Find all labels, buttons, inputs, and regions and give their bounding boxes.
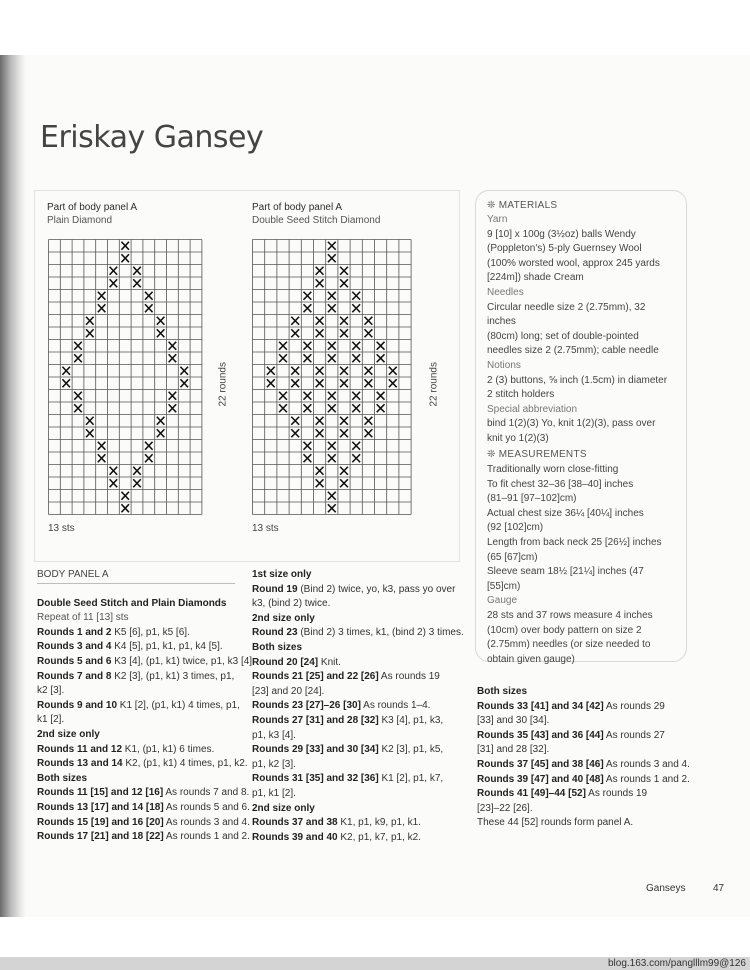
purl-stitch-mark [279,354,287,362]
materials-line: 28 sts and 37 rows measure 4 inches [487,609,653,621]
purl-stitch-mark [145,442,153,450]
purl-stitch-mark [74,392,82,400]
purl-stitch-mark [316,429,324,437]
purl-stitch-mark [364,317,372,325]
book-spine-shadow [0,55,26,917]
instruction-line: Rounds 27 [31] and 28 [32] K3 [4], p1, k3, [252,714,444,726]
instruction-line: 1st size only [252,569,312,580]
materials-subheading: Gauge [487,595,518,607]
purl-stitch-mark [352,442,360,450]
purl-stitch-mark [279,342,287,350]
purl-stitch-mark [352,292,360,300]
purl-stitch-mark [328,242,336,250]
materials-line: Length from back neck 25 [26½] inches [487,536,662,548]
purl-stitch-mark [291,429,299,437]
footer-page-number: 47 [713,883,725,894]
instruction-line: [23]–22 [26]. [477,802,533,814]
purl-stitch-mark [110,479,118,487]
instruction-line: k3, (bind 2) twice. [252,598,331,610]
instruction-line: Both sizes [252,641,303,653]
purl-stitch-mark [316,267,324,275]
purl-stitch-mark [145,454,153,462]
chart-2-rounds-label: 22 rounds [428,362,440,407]
chart-2-title: Part of body panel A [252,202,343,213]
purl-stitch-mark [133,479,141,487]
purl-stitch-mark [291,317,299,325]
materials-heading [487,200,557,211]
purl-stitch-mark [364,329,372,337]
purl-stitch-mark [328,504,336,512]
purl-stitch-mark [328,292,336,300]
purl-stitch-mark [377,342,385,350]
purl-stitch-mark [303,354,311,362]
instruction-line: p1, k1 [2]. [252,787,296,799]
purl-stitch-mark [145,304,153,312]
purl-stitch-mark [340,329,348,337]
materials-line: (100% worsted wool, approx 245 yards [487,257,660,269]
instruction-line: Rounds 11 [15] and 12 [16] As rounds 7 and 8. [37,787,250,799]
instruction-line: Round 19 (Bind 2) twice, yo, k3, pass yo over [252,583,456,595]
page-title: Eriskay Gansey [40,120,264,155]
purl-stitch-mark [340,467,348,475]
materials-line: (Poppleton's) 5-ply Guernsey Wool [487,243,642,255]
purl-stitch-mark [110,267,118,275]
instruction-line: Rounds 13 [17] and 14 [18] As rounds 5 and 6. [37,801,250,813]
purl-stitch-mark [316,479,324,487]
instruction-line: k2 [3]. [37,685,65,697]
instruction-line: Rounds 17 [21] and 18 [22] As rounds 1 and 2. [37,831,250,843]
purl-stitch-mark [169,392,177,400]
purl-stitch-mark [121,492,129,500]
instruction-line: Rounds 37 [45] and 38 [46] As rounds 3 and 4. [477,758,690,770]
purl-stitch-mark [352,454,360,462]
instruction-line: Rounds 29 [33] and 30 [34] K2 [3], p1, k5, [252,744,444,756]
instruction-line: Rounds 7 and 8 K2 [3], (p1, k1) 3 times, p1, [37,670,235,682]
watermark-text: blog.163.com/panglllm99@126 [607,958,746,969]
materials-line: 9 [10] x 100g (3½oz) balls Wendy [487,228,636,240]
instruction-line: Round 20 [24] Knit. [252,656,341,668]
purl-stitch-mark [169,354,177,362]
purl-stitch-mark [62,379,70,387]
purl-stitch-mark [340,279,348,287]
instruction-line: Rounds 1 and 2 K5 [6], p1, k5 [6]. [37,626,190,638]
materials-line: (2.75mm) needles (or size needed to [487,639,651,651]
measurements-heading [487,449,587,460]
materials-line: (81–91 [97–102]cm) [487,493,577,505]
instruction-line: Rounds 33 [41] and 34 [42] As rounds 29 [477,700,665,712]
purl-stitch-mark [267,367,275,375]
instruction-line: [33] and 30 [34]. [477,715,550,727]
chart-1-sts-label: 13 sts [48,523,75,534]
materials-subheading: Yarn [487,214,508,225]
purl-stitch-mark [267,379,275,387]
materials-line: [224m]) shade Cream [487,272,584,284]
purl-stitch-mark [389,379,397,387]
instruction-line: Rounds 13 and 14 K2, (p1, k1) 4 times, p1, k2. [37,758,248,770]
purl-stitch-mark [328,492,336,500]
purl-stitch-mark [110,467,118,475]
purl-stitch-mark [364,429,372,437]
instruction-line: Rounds 31 [35] and 32 [36] K1 [2], p1, k7, [252,773,444,785]
chart-1-subtitle: Plain Diamond [47,215,113,226]
purl-stitch-mark [86,317,94,325]
body-panel-column-3 [477,685,690,831]
purl-stitch-mark [352,342,360,350]
purl-stitch-mark [157,317,165,325]
purl-stitch-mark [328,454,336,462]
materials-line: bind 1(2)(3) Yo, knit 1(2)(3), pass over [487,418,656,430]
purl-stitch-mark [377,404,385,412]
chart-2-grid [252,239,412,517]
purl-stitch-mark [328,254,336,262]
purl-stitch-mark [340,317,348,325]
materials-line: To fit chest 32–36 [38–40] inches [487,478,634,490]
instruction-line: Rounds 15 [19] and 16 [20] As rounds 3 and 4. [37,816,250,828]
materials-subheading: Special abbreviation [487,403,578,415]
purl-stitch-mark [340,479,348,487]
scan-bottom-margin [0,917,750,957]
purl-stitch-mark [303,292,311,300]
body-panel-column-1 [37,582,255,845]
purl-stitch-mark [364,379,372,387]
materials-line: 2 stitch holders [487,389,555,401]
body-panel-heading: BODY PANEL A [37,569,235,584]
materials-line: (10cm) over body pattern on size 2 [487,624,642,636]
instruction-line: p1, k2 [3]. [252,758,296,770]
purl-stitch-mark [328,342,336,350]
purl-stitch-mark [340,267,348,275]
instruction-line [37,582,255,597]
instruction-line: p1, k3 [4]. [252,729,296,741]
instruction-line: [23] and 20 [24]. [252,685,325,697]
materials-line: Circular needle size 2 (2.75mm), 32 inches [487,301,646,328]
instruction-line: 2nd size only [252,612,315,624]
instruction-line: [31] and 28 [32]. [477,744,550,756]
instruction-line: Rounds 21 [25] and 22 [26] As rounds 19 [252,671,440,683]
purl-stitch-mark [157,417,165,425]
instruction-line: k1 [2]. [37,714,65,726]
purl-stitch-mark [352,354,360,362]
snowflake-icon: ❊ [487,449,499,460]
purl-stitch-mark [303,342,311,350]
purl-stitch-mark [377,392,385,400]
purl-stitch-mark [169,404,177,412]
instruction-line: Double Seed Stitch and Plain Diamonds [37,597,227,609]
purl-stitch-mark [303,454,311,462]
purl-stitch-mark [340,417,348,425]
instruction-line: Both sizes [477,686,528,697]
purl-stitch-mark [279,404,287,412]
instruction-line: Rounds 35 [43] and 36 [44] As rounds 27 [477,729,665,741]
purl-stitch-mark [316,317,324,325]
purl-stitch-mark [328,442,336,450]
materials-subheading: Needles [487,286,524,298]
purl-stitch-mark [74,404,82,412]
purl-stitch-mark [303,392,311,400]
chart-1-title: Part of body panel A [47,202,138,213]
purl-stitch-mark [62,367,70,375]
materials-line: Sleeve seam 18½ [21¼] inches (47 [55]cm) [487,566,644,592]
purl-stitch-mark [86,417,94,425]
purl-stitch-mark [389,367,397,375]
footer-section: Ganseys [646,883,686,894]
purl-stitch-mark [303,442,311,450]
purl-stitch-mark [74,354,82,362]
materials-line: needles size 2 (2.75mm); cable needle [487,345,659,357]
purl-stitch-mark [377,354,385,362]
materials-line: (65 [67]cm) [487,551,538,563]
purl-stitch-mark [316,329,324,337]
purl-stitch-mark [352,392,360,400]
purl-stitch-mark [352,304,360,312]
purl-stitch-mark [98,304,106,312]
materials-heading-text: MATERIALS [498,200,558,211]
purl-stitch-mark [291,367,299,375]
purl-stitch-mark [352,404,360,412]
purl-stitch-mark [133,279,141,287]
materials-line: (80cm) long; set of double-pointed [487,330,639,342]
materials-line: (92 [102]cm) [487,522,544,534]
purl-stitch-mark [340,429,348,437]
purl-stitch-mark [145,292,153,300]
purl-stitch-mark [169,342,177,350]
purl-stitch-mark [316,417,324,425]
instruction-line: Both sizes [37,772,88,784]
purl-stitch-mark [180,379,188,387]
materials-line: obtain given gauge) [487,653,575,665]
purl-stitch-mark [121,254,129,262]
purl-stitch-mark [98,442,106,450]
purl-stitch-mark [316,379,324,387]
purl-stitch-mark [86,429,94,437]
materials-subheading: Notions [487,359,521,371]
purl-stitch-mark [340,367,348,375]
purl-stitch-mark [74,342,82,350]
purl-stitch-mark [328,404,336,412]
purl-stitch-mark [328,354,336,362]
instruction-line: Rounds 23 [27]–26 [30] As rounds 1–4. [252,700,431,712]
snowflake-icon: ❊ [487,200,499,211]
purl-stitch-mark [98,292,106,300]
purl-stitch-mark [303,304,311,312]
purl-stitch-mark [340,379,348,387]
measurements-heading-text: MEASUREMENTS [498,449,587,460]
chart-2-subtitle: Double Seed Stitch Diamond [252,215,381,226]
instruction-line: Round 23 (Bind 2) 3 times, k1, (bind 2) 3 times. [252,627,464,639]
instruction-line: 2nd size only [37,728,100,740]
purl-stitch-mark [328,304,336,312]
purl-stitch-mark [291,379,299,387]
purl-stitch-mark [157,329,165,337]
instruction-line: Rounds 37 and 38 K1, p1, k9, p1, k1. [252,817,421,829]
instruction-line: 2nd size only [252,802,315,814]
purl-stitch-mark [86,329,94,337]
materials-line: Actual chest size 36¼ [40¼] inches [487,507,644,519]
purl-stitch-mark [133,267,141,275]
purl-stitch-mark [110,279,118,287]
body-panel-column-2 [252,568,464,845]
instruction-line: These 44 [52] rounds form panel A. [477,817,634,829]
instruction-line: Rounds 3 and 4 K4 [5], p1, k1, p1, k4 [5]. [37,641,223,653]
purl-stitch-mark [303,404,311,412]
materials-line: Traditionally worn close-fitting [487,464,619,475]
materials-line: knit yo 1(2)(3) [487,432,549,444]
purl-stitch-mark [316,367,324,375]
purl-stitch-mark [291,329,299,337]
purl-stitch-mark [98,454,106,462]
instruction-line: Rounds 9 and 10 K1 [2], (p1, k1) 4 times, p1, [37,699,240,711]
purl-stitch-mark [133,467,141,475]
purl-stitch-mark [291,417,299,425]
instruction-line: Rounds 41 [49]–44 [52] As rounds 19 [477,788,648,800]
measurements-list [487,463,677,667]
purl-stitch-mark [328,392,336,400]
purl-stitch-mark [364,417,372,425]
chart-1-grid [48,239,203,517]
chart-1-rounds-label: 22 rounds [217,362,229,407]
instruction-line: Rounds 5 and 6 K3 [4], (p1, k1) twice, p1, k3 [4]. [37,655,255,667]
purl-stitch-mark [279,392,287,400]
instruction-line: Repeat of 11 [13] sts [37,612,129,624]
purl-stitch-mark [364,367,372,375]
chart-2-sts-label: 13 sts [252,523,279,534]
instruction-line: Rounds 39 [47] and 40 [48] As rounds 1 and 2. [477,773,690,785]
purl-stitch-mark [316,467,324,475]
materials-list [487,213,677,447]
purl-stitch-mark [121,242,129,250]
materials-line: 2 (3) buttons, ⅝ inch (1.5cm) in diameter [487,374,668,386]
purl-stitch-mark [121,504,129,512]
purl-stitch-mark [180,367,188,375]
instruction-line: Rounds 11 and 12 K1, (p1, k1) 6 times. [37,743,215,755]
scan-top-margin [0,0,750,55]
purl-stitch-mark [316,279,324,287]
instruction-line: Rounds 39 and 40 K2, p1, k7, p1, k2. [252,831,421,843]
purl-stitch-mark [157,429,165,437]
